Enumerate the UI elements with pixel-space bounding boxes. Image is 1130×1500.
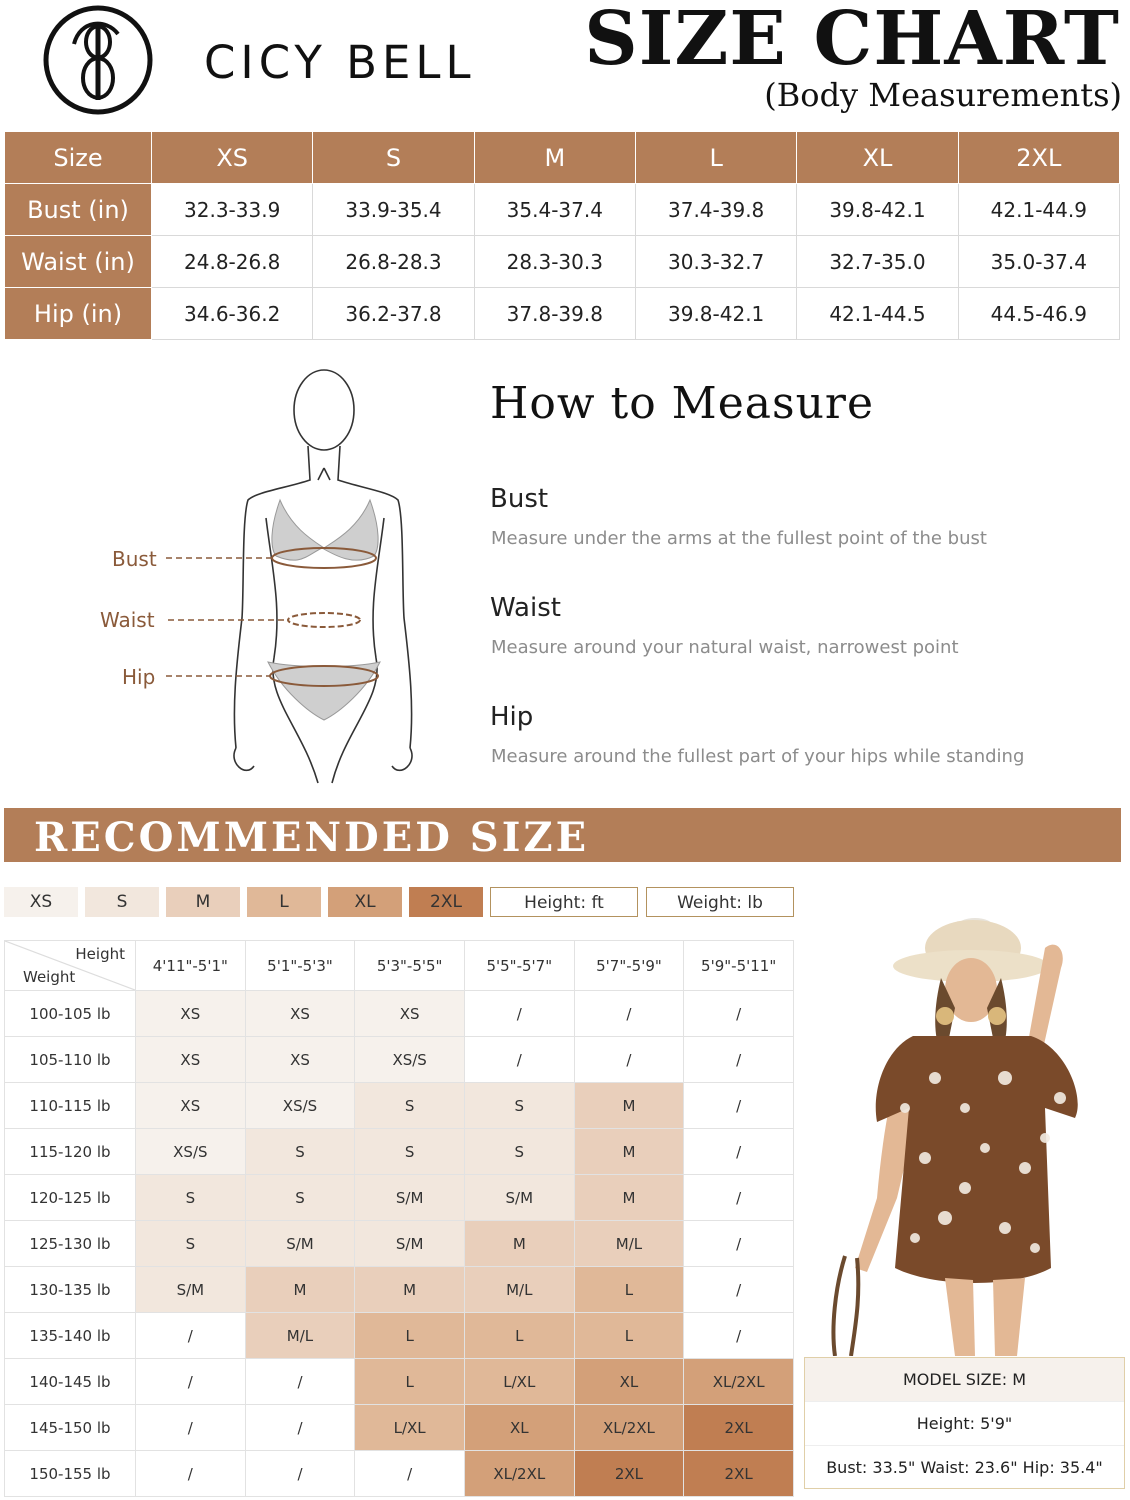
recommended-size-cell: M: [574, 1083, 684, 1129]
measure-cell: 37.8-39.8: [474, 288, 635, 340]
recommended-size-cell: XS: [136, 991, 246, 1037]
measure-heading-hip: Hip: [490, 702, 534, 732]
recommended-size-cell: S/M: [136, 1267, 246, 1313]
figure-label-hip: Hip: [122, 665, 156, 689]
recommended-size-cell: L: [464, 1313, 574, 1359]
recommended-size-cell: S/M: [355, 1221, 465, 1267]
legend-m: M: [166, 887, 240, 917]
recommended-size-cell: L: [574, 1313, 684, 1359]
recommended-size-cell: /: [684, 1221, 794, 1267]
size-header-cell: S: [313, 132, 474, 184]
recommended-size-cell: XL/2XL: [464, 1451, 574, 1497]
recommended-size-cell: /: [684, 1037, 794, 1083]
size-header-cell: XL: [797, 132, 958, 184]
height-header-cell: 4'11"-5'1": [136, 941, 246, 991]
recommended-size-cell: S/M: [245, 1221, 355, 1267]
weight-cell: 140-145 lb: [5, 1359, 136, 1405]
recommended-size-cell: L/XL: [355, 1405, 465, 1451]
row-label: Bust (in): [5, 184, 152, 236]
table-row: [5, 991, 794, 1037]
recommended-size-cell: /: [684, 1129, 794, 1175]
recommended-size-cell: XL/2XL: [574, 1405, 684, 1451]
page-subtitle: (Body Measurements): [764, 76, 1122, 114]
legend-xs: XS: [4, 887, 78, 917]
table-row: [5, 1313, 794, 1359]
table-row: [5, 1037, 794, 1083]
size-table-header-row: [5, 132, 1120, 184]
weight-cell: 115-120 lb: [5, 1129, 136, 1175]
recommended-size-cell: S: [245, 1129, 355, 1175]
figure-label-bust: Bust: [112, 547, 157, 571]
recommended-size-cell: XL/2XL: [684, 1359, 794, 1405]
measure-cell: 34.6-36.2: [152, 288, 313, 340]
recommended-size-cell: /: [136, 1451, 246, 1497]
model-measurements: Bust: 33.5" Waist: 23.6" Hip: 35.4": [826, 1458, 1103, 1477]
recommended-size-title: RECOMMENDED SIZE: [34, 814, 590, 861]
measure-cell: 36.2-37.8: [313, 288, 474, 340]
table-row: [5, 1221, 794, 1267]
height-header-cell: 5'3"-5'5": [355, 941, 465, 991]
recommended-size-cell: S: [245, 1175, 355, 1221]
recommended-size-cell: S: [136, 1175, 246, 1221]
legend-xl: XL: [328, 887, 402, 917]
recommended-size-cell: /: [136, 1405, 246, 1451]
measure-cell: 42.1-44.5: [797, 288, 958, 340]
recommended-size-cell: L: [355, 1359, 465, 1405]
table-row: [5, 1451, 794, 1497]
table-row: [5, 1083, 794, 1129]
model-height: Height: 5'9": [805, 1402, 1124, 1446]
recommended-size-cell: /: [684, 1083, 794, 1129]
model-photo: [805, 908, 1125, 1356]
measure-cell: 35.4-37.4: [474, 184, 635, 236]
recommended-size-banner: [4, 808, 1121, 862]
weight-cell: 130-135 lb: [5, 1267, 136, 1313]
recommended-size-cell: L: [574, 1267, 684, 1313]
row-label: Waist (in): [5, 236, 152, 288]
table-row: [5, 1175, 794, 1221]
recommended-size-cell: M: [245, 1267, 355, 1313]
weight-cell: 145-150 lb: [5, 1405, 136, 1451]
corner-height-label: Height: [75, 945, 125, 963]
measure-cell: 44.5-46.9: [958, 288, 1119, 340]
recommended-size-cell: /: [684, 1313, 794, 1359]
recommended-size-cell: /: [245, 1451, 355, 1497]
recommended-size-cell: XS: [355, 991, 465, 1037]
corner-weight-label: Weight: [23, 968, 76, 986]
recommended-size-cell: 2XL: [684, 1405, 794, 1451]
legend-weight-unit: Weight: lb: [646, 887, 794, 917]
table-row: [5, 1359, 794, 1405]
size-header-cell: L: [635, 132, 796, 184]
recommended-size-table: [4, 940, 794, 1497]
recommended-size-cell: XS/S: [355, 1037, 465, 1083]
table-row: [5, 1405, 794, 1451]
row-label: Hip (in): [5, 288, 152, 340]
recommended-size-cell: M/L: [245, 1313, 355, 1359]
recommended-size-cell: XS: [245, 991, 355, 1037]
recommended-size-cell: /: [245, 1405, 355, 1451]
table-row: [5, 236, 1120, 288]
recommended-size-cell: M: [464, 1221, 574, 1267]
recommended-size-cell: XS/S: [136, 1129, 246, 1175]
weight-cell: 120-125 lb: [5, 1175, 136, 1221]
height-header-row: [5, 941, 794, 991]
recommended-size-cell: XS/S: [245, 1083, 355, 1129]
cb-monogram-icon: [40, 4, 158, 116]
recommended-size-cell: /: [464, 1037, 574, 1083]
recommended-size-cell: M/L: [464, 1267, 574, 1313]
height-header-cell: 5'9"-5'11": [684, 941, 794, 991]
measure-desc-waist: Measure around your natural waist, narrowest point: [491, 637, 959, 658]
recommended-size-cell: XS: [136, 1037, 246, 1083]
weight-cell: 100-105 lb: [5, 991, 136, 1037]
recommended-size-cell: S: [355, 1129, 465, 1175]
model-info-box: [804, 1357, 1125, 1489]
recommended-size-cell: /: [574, 1037, 684, 1083]
recommended-size-cell: /: [355, 1451, 465, 1497]
legend-height-unit: Height: ft: [490, 887, 638, 917]
body-figure-illustration: [96, 368, 436, 788]
weight-cell: 105-110 lb: [5, 1037, 136, 1083]
corner-cell: [5, 941, 136, 991]
recommended-size-cell: 2XL: [574, 1451, 684, 1497]
size-header-cell: Size: [5, 132, 152, 184]
measure-cell: 26.8-28.3: [313, 236, 474, 288]
legend-l: L: [247, 887, 321, 917]
legend-2xl: 2XL: [409, 887, 483, 917]
recommended-size-cell: /: [245, 1359, 355, 1405]
recommended-size-cell: S: [464, 1083, 574, 1129]
recommended-size-cell: /: [136, 1359, 246, 1405]
recommended-size-cell: M: [355, 1267, 465, 1313]
measure-cell: 37.4-39.8: [635, 184, 796, 236]
measure-heading-waist: Waist: [490, 593, 561, 623]
measure-cell: 32.3-33.9: [152, 184, 313, 236]
legend-s: S: [85, 887, 159, 917]
height-header-cell: 5'5"-5'7": [464, 941, 574, 991]
how-to-measure-title: How to Measure: [490, 378, 874, 429]
measure-cell: 39.8-42.1: [797, 184, 958, 236]
recommended-size-cell: XS: [136, 1083, 246, 1129]
recommended-size-cell: S: [464, 1129, 574, 1175]
brand-name: CICY BELL: [204, 36, 476, 89]
recommended-size-cell: S/M: [355, 1175, 465, 1221]
recommended-size-cell: XL: [574, 1359, 684, 1405]
measure-desc-bust: Measure under the arms at the fullest point of the bust: [491, 528, 987, 549]
measure-cell: 33.9-35.4: [313, 184, 474, 236]
recommended-size-cell: M/L: [574, 1221, 684, 1267]
size-measurement-table: [4, 131, 1120, 340]
recommended-size-cell: /: [684, 991, 794, 1037]
recommended-size-cell: XS: [245, 1037, 355, 1083]
weight-cell: 150-155 lb: [5, 1451, 136, 1497]
recommended-size-cell: S: [355, 1083, 465, 1129]
height-header-cell: 5'7"-5'9": [574, 941, 684, 991]
table-row: [5, 184, 1120, 236]
recommended-size-cell: /: [574, 991, 684, 1037]
recommended-size-cell: /: [464, 991, 574, 1037]
measure-cell: 24.8-26.8: [152, 236, 313, 288]
recommended-size-cell: L/XL: [464, 1359, 574, 1405]
measure-desc-hip: Measure around the fullest part of your hips while standing: [491, 746, 1025, 767]
recommended-size-cell: /: [684, 1175, 794, 1221]
measure-cell: 35.0-37.4: [958, 236, 1119, 288]
recommended-size-cell: S: [136, 1221, 246, 1267]
measure-cell: 30.3-32.7: [635, 236, 796, 288]
measure-cell: 28.3-30.3: [474, 236, 635, 288]
figure-label-waist: Waist: [100, 608, 155, 632]
recommended-size-cell: 2XL: [684, 1451, 794, 1497]
recommended-size-cell: L: [355, 1313, 465, 1359]
page-title: SIZE CHART: [584, 0, 1120, 82]
weight-cell: 110-115 lb: [5, 1083, 136, 1129]
recommended-size-cell: XL: [464, 1405, 574, 1451]
recommended-size-cell: S/M: [464, 1175, 574, 1221]
recommended-size-cell: /: [136, 1313, 246, 1359]
model-size: MODEL SIZE: M: [805, 1358, 1124, 1402]
recommended-size-cell: M: [574, 1129, 684, 1175]
size-header-cell: M: [474, 132, 635, 184]
size-header-cell: XS: [152, 132, 313, 184]
measure-heading-bust: Bust: [490, 484, 549, 514]
table-row: [5, 288, 1120, 340]
height-header-cell: 5'1"-5'3": [245, 941, 355, 991]
measure-cell: 42.1-44.9: [958, 184, 1119, 236]
table-row: [5, 1267, 794, 1313]
weight-cell: 135-140 lb: [5, 1313, 136, 1359]
recommended-size-cell: M: [574, 1175, 684, 1221]
table-row: [5, 1129, 794, 1175]
weight-cell: 125-130 lb: [5, 1221, 136, 1267]
size-header-cell: 2XL: [958, 132, 1119, 184]
measure-cell: 32.7-35.0: [797, 236, 958, 288]
recommended-size-cell: /: [684, 1267, 794, 1313]
measure-cell: 39.8-42.1: [635, 288, 796, 340]
